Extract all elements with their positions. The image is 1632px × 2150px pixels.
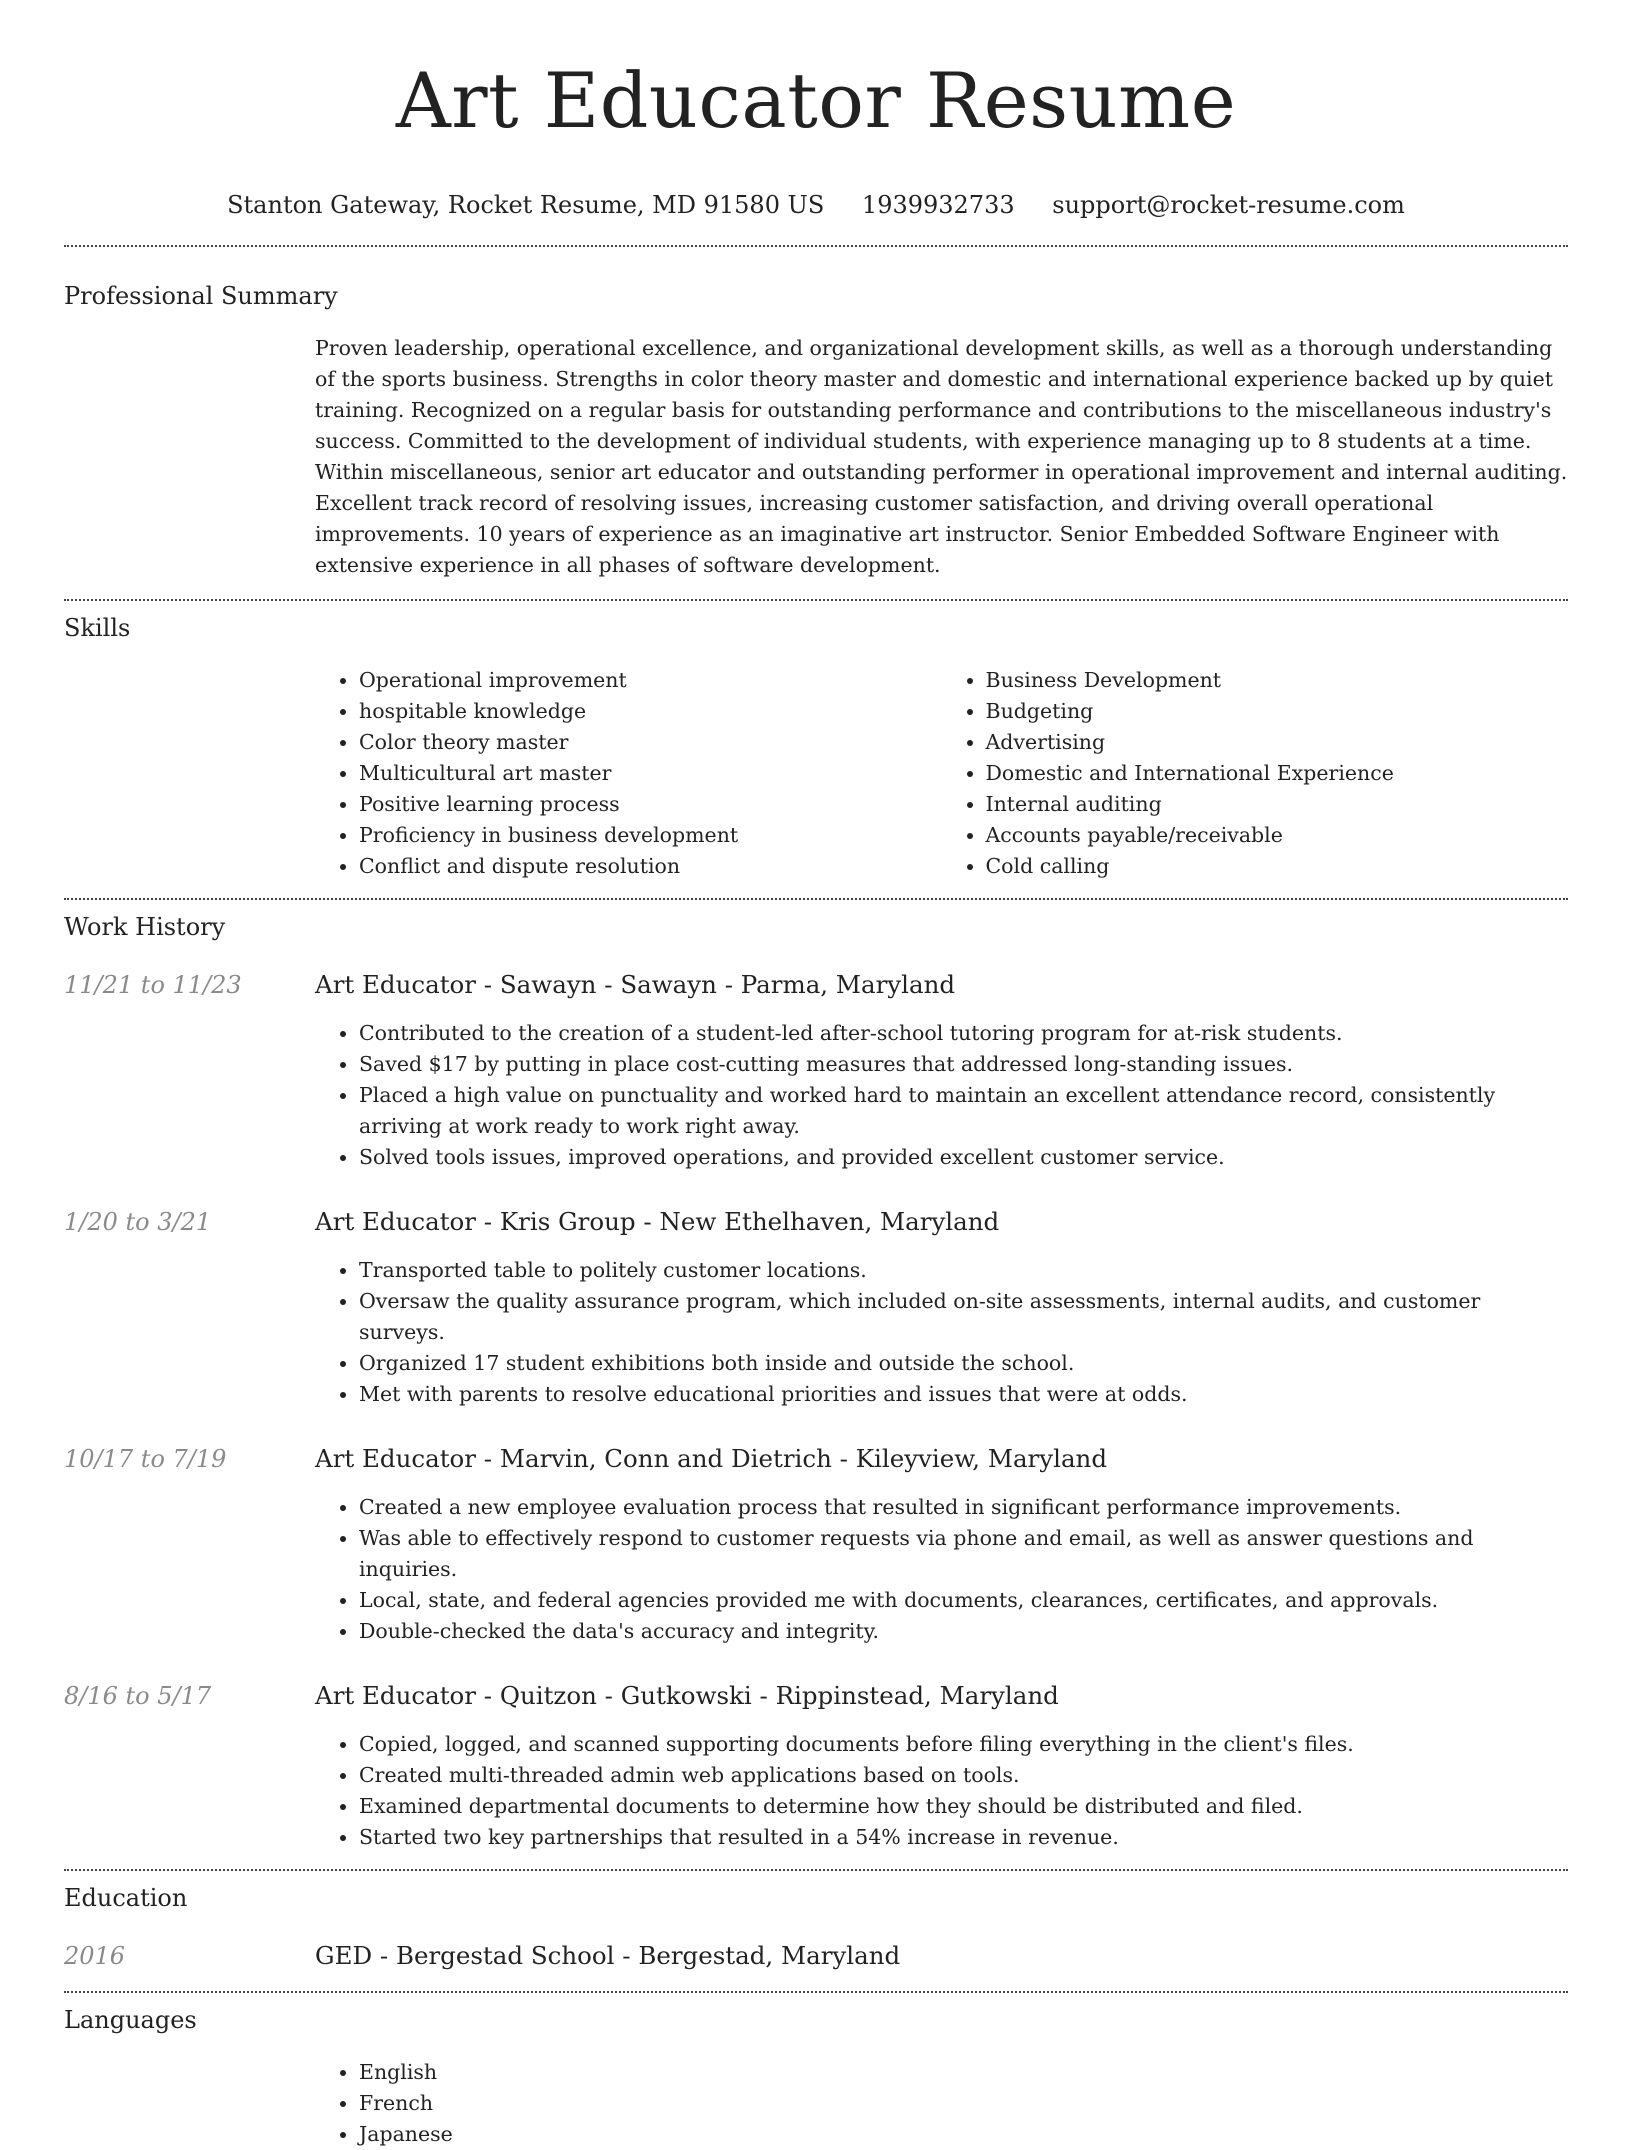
languages-section: [64, 1993, 1568, 2150]
job-bullet: • Organized 17 student exhibitions both inside and outside the school.: [359, 1348, 1568, 1379]
job-date: 10/17 to 7/19: [64, 1445, 227, 1473]
job-bullets: [315, 1729, 1568, 1853]
job-date: 1/20 to 3/21: [64, 1208, 212, 1236]
skill-item: • Business Development: [986, 665, 1569, 696]
contact-email: support@rocket-resume.com: [1052, 191, 1405, 219]
language-item: • Japanese: [359, 2119, 1568, 2150]
job-title: Art Educator - Marvin, Conn and Dietrich - Kileyview, Maryland: [315, 1444, 1108, 1473]
education-date: 2016: [64, 1942, 126, 1970]
skill-item: • Color theory master: [359, 727, 942, 758]
skills-list: [315, 665, 1568, 882]
job-bullet: • Placed a high value on punctuality and worked hard to maintain an excellent attendance record, consistently arriving at work ready to work right away.: [359, 1080, 1568, 1142]
skill-item: • Budgeting: [986, 696, 1569, 727]
language-item: • French: [359, 2088, 1568, 2119]
job-bullet: • Created multi-threaded admin web applications based on tools.: [359, 1760, 1568, 1791]
skill-item: • Positive learning process: [359, 789, 942, 820]
language-item: • English: [359, 2057, 1568, 2088]
job-bullet: • Was able to effectively respond to customer requests via phone and email, as well as answer questions and inquiries.: [359, 1523, 1568, 1585]
skill-item: • Conflict and dispute resolution: [359, 851, 942, 882]
languages-heading: Languages: [64, 2006, 197, 2034]
job-bullet: • Met with parents to resolve educational priorities and issues that were at odds.: [359, 1379, 1568, 1410]
skills-column-left: [315, 665, 942, 882]
job-bullet: • Solved tools issues, improved operations, and provided excellent customer service.: [359, 1142, 1568, 1173]
education-entry: [64, 1941, 1568, 1971]
skills-section: [64, 601, 1568, 882]
skills-column-right: [942, 665, 1569, 882]
job-title: Art Educator - Sawayn - Sawayn - Parma, Maryland: [315, 970, 956, 999]
skill-item: • Cold calling: [986, 851, 1569, 882]
work-history-section: [64, 900, 1568, 1853]
skill-item: • Proficiency in business development: [359, 820, 942, 851]
job-entry: [64, 970, 1568, 1173]
languages-list: [315, 2057, 1568, 2150]
job-bullet: • Started two key partnerships that resulted in a 54% increase in revenue.: [359, 1822, 1568, 1853]
summary-section: [64, 247, 1568, 581]
summary-heading: Professional Summary: [64, 282, 338, 310]
job-bullet: • Contributed to the creation of a student-led after-school tutoring program for at-risk students.: [359, 1018, 1568, 1049]
education-title: GED - Bergestad School - Bergestad, Maryland: [315, 1941, 901, 1970]
job-title: Art Educator - Quitzon - Gutkowski - Rippinstead, Maryland: [315, 1681, 1059, 1710]
job-bullet: • Oversaw the quality assurance program, which included on-site assessments, internal audits, and customer surveys.: [359, 1286, 1568, 1348]
skill-item: • Internal auditing: [986, 789, 1569, 820]
job-bullet: • Created a new employee evaluation process that resulted in significant performance improvements.: [359, 1492, 1568, 1523]
job-date: 8/16 to 5/17: [64, 1682, 212, 1710]
work-history-heading: Work History: [64, 913, 226, 941]
skill-item: • Accounts payable/receivable: [986, 820, 1569, 851]
job-title: Art Educator - Kris Group - New Ethelhaven, Maryland: [315, 1207, 1000, 1236]
job-bullet: • Local, state, and federal agencies provided me with documents, clearances, certificates, and approvals.: [359, 1585, 1568, 1616]
job-bullets: [315, 1492, 1568, 1647]
skills-heading: Skills: [64, 614, 131, 642]
education-heading: Education: [64, 1884, 188, 1912]
job-date: 11/21 to 11/23: [64, 971, 242, 999]
job-bullet: • Copied, logged, and scanned supporting documents before filing everything in the client's files.: [359, 1729, 1568, 1760]
job-bullet: • Saved $17 by putting in place cost-cutting measures that addressed long-standing issues.: [359, 1049, 1568, 1080]
job-bullets: [315, 1255, 1568, 1410]
job-bullet: • Transported table to politely customer locations.: [359, 1255, 1568, 1286]
education-section: [64, 1871, 1568, 1971]
job-bullet: • Double-checked the data's accuracy and integrity.: [359, 1616, 1568, 1647]
skill-item: • Operational improvement: [359, 665, 942, 696]
contact-phone: 1939932733: [861, 191, 1015, 219]
skill-item: • hospitable knowledge: [359, 696, 942, 727]
skill-item: • Multicultural art master: [359, 758, 942, 789]
skill-item: • Domestic and International Experience: [986, 758, 1569, 789]
job-entry: [64, 1207, 1568, 1410]
resume-title: Art Educator Resume: [395, 56, 1237, 145]
contact-line: [64, 190, 1568, 220]
job-entry: [64, 1681, 1568, 1853]
job-bullet: • Examined departmental documents to determine how they should be distributed and filed.: [359, 1791, 1568, 1822]
skill-item: • Advertising: [986, 727, 1569, 758]
job-entry: [64, 1444, 1568, 1647]
contact-address: Stanton Gateway, Rocket Resume, MD 91580 US: [227, 191, 825, 219]
summary-text: Proven leadership, operational excellence, and organizational development skills, as well as a thorough understanding of the sports business. Strengths in color theory master and domestic and international experience backed up by quiet training. Recognized on a regular basis for outstanding performance and contributions to the miscellaneous industry's success. Committed to the development of individual students, with experience managing up to 8 students at a time. Within miscellaneous, senior art educator and outstanding performer in operational improvement and internal auditing. Excellent track record of resolving issues, increasing customer satisfaction, and driving overall operational improvements. 10 years of experience as an imaginative art instructor. Senior Embedded Software Engineer with extensive experience in all phases of software development.: [315, 336, 1568, 577]
job-bullets: [315, 1018, 1568, 1173]
